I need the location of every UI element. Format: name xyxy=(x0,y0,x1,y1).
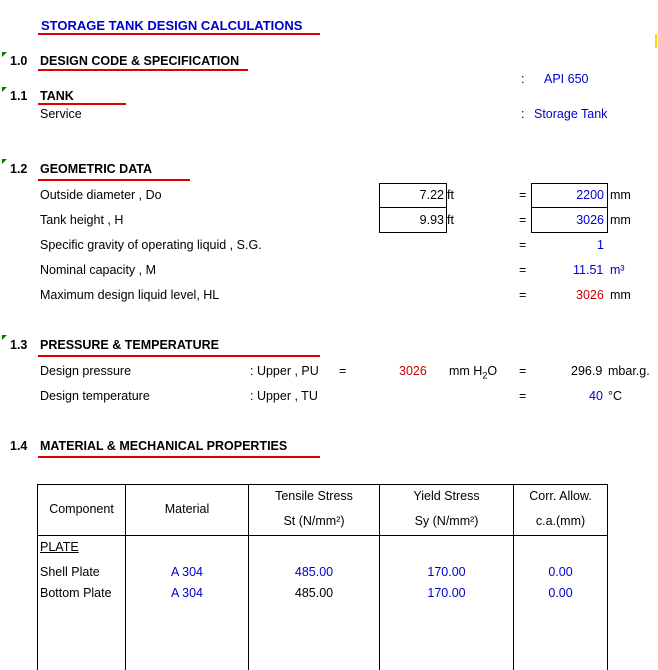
comment-marker-icon xyxy=(2,52,7,57)
mbar-unit: mbar.g. xyxy=(608,364,650,378)
design-temperature-value: 40 xyxy=(589,389,603,403)
page-title: STORAGE TANK DESIGN CALCULATIONS xyxy=(41,18,303,33)
outside-diameter-mm-value: 2200 xyxy=(576,188,604,202)
cell-marker xyxy=(655,34,657,48)
comment-marker-icon xyxy=(2,335,7,340)
outside-diameter-ft-value: 7.22 xyxy=(419,188,444,202)
header-tensile-unit: St (N/mm²) xyxy=(283,514,345,528)
design-pressure-label: Design pressure xyxy=(40,364,132,378)
outside-diameter-ft-cell[interactable] xyxy=(379,183,447,208)
tank-height-mm-cell[interactable] xyxy=(531,207,608,233)
row-corrosion: 0.00 xyxy=(548,586,573,600)
section-number: 1.2 xyxy=(10,162,28,176)
mm-unit: mm xyxy=(610,188,631,202)
header-corrosion: Corr. Allow. xyxy=(529,489,592,503)
service-value: Storage Tank xyxy=(534,107,608,121)
section-heading-design-code: DESIGN CODE & SPECIFICATION xyxy=(40,54,240,68)
header-component: Component xyxy=(49,502,114,516)
row-yield: 170.00 xyxy=(427,565,466,579)
section-number: 1.1 xyxy=(10,89,28,103)
row-component: Shell Plate xyxy=(40,565,100,579)
section-number: 1.4 xyxy=(10,439,28,453)
design-code-value: API 650 xyxy=(544,72,589,86)
design-pressure-mmh2o-value: 3026 xyxy=(399,364,427,378)
tank-height-ft-cell[interactable] xyxy=(379,207,447,233)
heading-underline xyxy=(38,69,248,71)
equals: = xyxy=(519,238,527,252)
design-pressure-mbar-value: 296.9 xyxy=(571,364,603,378)
design-temperature-position: : Upper , TU xyxy=(250,389,318,403)
nominal-capacity-label: Nominal capacity , M xyxy=(40,263,157,277)
comment-marker-icon xyxy=(2,87,7,92)
section-heading-geometric: GEOMETRIC DATA xyxy=(40,162,153,176)
header-yield: Yield Stress xyxy=(413,489,480,503)
section-heading-pressure: PRESSURE & TEMPERATURE xyxy=(40,338,219,352)
tank-height-label: Tank height , H xyxy=(40,213,124,227)
specific-gravity-label: Specific gravity of operating liquid , S.G. xyxy=(40,238,262,252)
equals: = xyxy=(339,364,347,378)
celsius-unit: °C xyxy=(608,389,623,403)
colon: : xyxy=(521,107,525,121)
nominal-capacity-value: 11.51 xyxy=(573,263,604,277)
row-yield: 170.00 xyxy=(427,586,466,600)
max-liquid-level-value: 3026 xyxy=(576,288,604,302)
design-temperature-label: Design temperature xyxy=(40,389,150,403)
service-label: Service xyxy=(40,107,82,121)
header-corrosion-unit: c.a.(mm) xyxy=(535,514,586,528)
mmh2o-unit: mm $H_2O$ xyxy=(449,364,498,381)
equals: = xyxy=(519,213,527,227)
mm-unit: mm xyxy=(610,288,631,302)
equals: = xyxy=(519,364,527,378)
design-pressure-position: : Upper , PU xyxy=(250,364,319,378)
cubic-meter-unit: m³ xyxy=(610,263,625,277)
row-tensile: 485.00 xyxy=(294,586,334,600)
equals: = xyxy=(519,389,527,403)
header-tensile: Tensile Stress xyxy=(275,489,353,503)
section-heading-material: MATERIAL & MECHANICAL PROPERTIES xyxy=(40,439,288,453)
tank-height-mm-value: 3026 xyxy=(576,213,604,227)
heading-underline xyxy=(38,456,320,458)
section-heading-tank: TANK xyxy=(40,89,74,103)
comment-marker-icon xyxy=(2,159,7,164)
specific-gravity-value: 1 xyxy=(597,238,604,252)
section-number: 1.3 xyxy=(10,338,28,352)
group-label-plate: PLATE xyxy=(40,540,79,554)
equals: = xyxy=(519,188,527,202)
colon: : xyxy=(521,72,525,86)
table-border xyxy=(37,535,608,536)
row-tensile: 485.00 xyxy=(294,565,334,579)
header-yield-unit: Sy (N/mm²) xyxy=(414,514,479,528)
table-border xyxy=(37,484,608,485)
row-corrosion: 0.00 xyxy=(548,565,573,579)
outside-diameter-mm-cell[interactable] xyxy=(531,183,608,208)
tank-height-ft-value: 9.93 xyxy=(419,213,444,227)
ft-unit: ft xyxy=(447,213,454,227)
heading-underline xyxy=(38,103,126,105)
max-liquid-level-label: Maximum design liquid level, HL xyxy=(40,288,220,302)
ft-unit: ft xyxy=(447,188,454,202)
heading-underline xyxy=(38,355,320,357)
heading-underline xyxy=(38,179,190,181)
outside-diameter-label: Outside diameter , Do xyxy=(40,188,162,202)
row-material: A 304 xyxy=(171,565,203,579)
table-border xyxy=(607,484,608,670)
row-component: Bottom Plate xyxy=(40,586,112,600)
mm-unit: mm xyxy=(610,213,631,227)
section-number: 1.0 xyxy=(10,54,28,68)
equals: = xyxy=(519,288,527,302)
equals: = xyxy=(519,263,527,277)
header-material: Material xyxy=(164,502,210,516)
title-underline xyxy=(38,33,320,35)
row-material: A 304 xyxy=(171,586,203,600)
